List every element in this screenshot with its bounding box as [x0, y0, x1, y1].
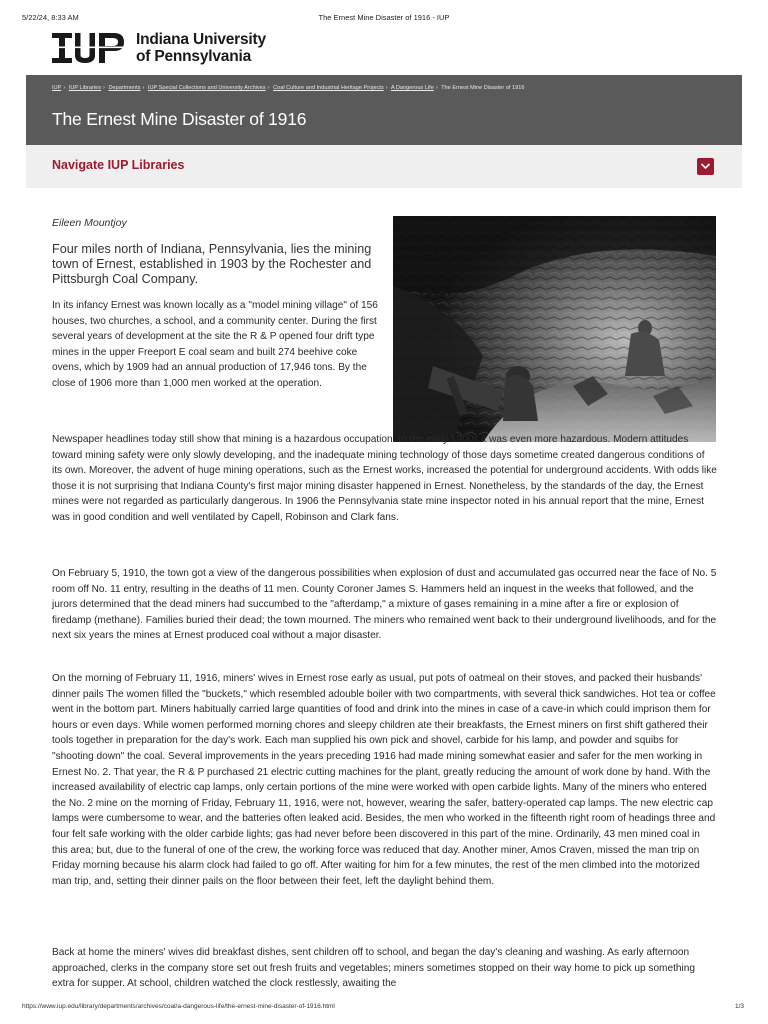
mine-photo	[393, 216, 716, 442]
article-paragraph-5: Back at home the miners' wives did breakfast dishes, sent children off to school, and began the day's cleaning and washing. As early afternoon approached, clerks in the company store set out fresh fruits and vegetables; miners sometimes stopped on their way home to pick up something extra for supper. At school, children watched the clock restlessly, awaiting the	[52, 947, 695, 990]
print-url: https://www.iup.edu/library/departments/archives/coal/a-dangerous-life/the-ernest-mine-disaster-of-1916.html	[22, 1003, 335, 1010]
article-paragraph-2: Newspaper headlines today still show that mining is a hazardous occupation. In the early 1900s it was even more hazardous. Modern attitudes toward mining safety were only slowly developing, and the inadequate mining technology of those days sometime created dangerous conditions of its own. Moreover, the advent of huge mining operations, such as the Ernest works, increased the potential for underground accidents. With odds like those it is not surprising that Indiana County's first major mining disaster happened in Ernest. Nonetheless, by the standards of the day, the Ernest mines were not regarded as particularly dangerous. In 1906 the Pennsylvania state mine inspector noted in his annual report that the mine, Ernest was in good condition and well ventilated by Capell, Robinson and Clark fans.	[52, 434, 717, 523]
breadcrumb-item-coal-culture[interactable]: Coal Culture and Industrial Heritage Projects	[273, 85, 384, 91]
chevron-down-icon	[700, 162, 711, 171]
breadcrumb: IUP › IUP Libraries › Departments › IUP Special Collections and University Archives › Coal Culture and Industrial Heritage Projects › A Dangerous Life › The Ernest Mine Disaster of 1916	[52, 85, 525, 91]
page-banner	[26, 75, 742, 145]
breadcrumb-item-current: The Ernest Mine Disaster of 1916	[441, 85, 525, 91]
library-nav[interactable]	[26, 145, 742, 188]
breadcrumb-item-dangerous-life[interactable]: A Dangerous Life	[390, 85, 434, 91]
print-page-number: 1/3	[734, 1003, 744, 1010]
breadcrumb-item-libraries[interactable]: IUP Libraries	[68, 85, 101, 91]
library-nav-label[interactable]: Navigate IUP Libraries	[52, 158, 185, 172]
page-title: The Ernest Mine Disaster of 1916	[52, 109, 307, 129]
iup-logo-text	[136, 31, 266, 65]
iup-logo-mark	[52, 31, 128, 65]
library-nav-toggle-button[interactable]	[697, 158, 714, 175]
print-header	[0, 0, 768, 30]
article-paragraph-4: On the morning of February 11, 1916, miners' wives in Ernest rose early as usual, put pots of oatmeal on their stoves, and packed their husbands' dinner pails The women filled the "buckets," which resembled adouble boiler with two compartments, with several thick sandwiches. Hot tea or coffee went in the bottom part. Miners habitually carried large quantities of food and drink into the mines in case of a cave-in which could imprison them for hours or even days. While women performed morning chores and sleepy children ate their breakfasts, the Ernest miners on first shift gathered their tools together in preparation for the day's work. Each man supplied his own pick and shovel, carbide for his lamp, and powder and squibs for "shooting down" the coal. Several improvements in the years preceding 1916 had made mining somewhat easier and safer for the men working in Ernest No. 2. That year, the R & P purchased 21 electric cutting machines for the plant, greatly reducing the amount of work done by hand. With the increased availability of electric cap lamps, only certain portions of the mine were worked with open carbide lights. Many of the miners who entered the No. 2 mine on the morning of Friday, February 11, 1916, were not, however, wearing the safer, battery-operated cap lamps. The new electric cap lamps were cumbersome to wear, and the batteries often leaked acid. Besides, the men who worked in the fifteenth right room of headings three and four felt safe working with the older carbide lights; gas had never before been discovered in this part of the mine. Ordinarily, 43 men mined coal in this area; but, due to the funeral of one of the crew, the working force was reduced that day. Another miner, Amos Craven, missed the man trip on Friday morning because his alarm clock had failed to go off. After waiting for him for a few minutes, the rest of the men climbed into the motorized man trip, and, setting their dinner pails on the floor between their feet, left the daylight behind them.	[52, 673, 716, 887]
print-datetime: 5/22/24, 8:33 AM	[22, 13, 79, 22]
logo-line-2: of Pennsylvania	[136, 48, 252, 65]
breadcrumb-item-iup[interactable]: IUP	[52, 85, 62, 91]
article-lead: Four miles north of Indiana, Pennsylvania, lies the mining town of Ernest, established in 1903 by the Rochester and Pittsburgh Coal Company.	[52, 242, 372, 286]
print-page-title: The Ernest Mine Disaster of 1916 - IUP	[318, 13, 450, 22]
breadcrumb-item-departments[interactable]: Departments	[108, 85, 141, 91]
logo-line-1: Indiana University	[136, 31, 266, 48]
breadcrumb-item-special-collections[interactable]: IUP Special Collections and University Archives	[147, 85, 266, 91]
article-paragraph-1: In its infancy Ernest was known locally as a "model mining village" of 156 houses, two churches, a school, and a community center. During the first several years of development at the site the R & P opened four drift type mines in the upper Freeport E coal seam and built 274 beehive coke ovens, which by 1909 had an annual production of 17,946 tons. By the close of 1906 more than 1,000 men worked at the operation.	[52, 300, 378, 389]
article-author: Eileen Mountjoy	[52, 217, 127, 229]
iup-logo[interactable]	[52, 30, 266, 66]
article-paragraph-3: On February 5, 1910, the town got a view of the dangerous possibilities when explosion of dust and accumulated gas occurred near the face of No. 5 room off No. 11 entry, resulting in the deaths of 11 men. County Coroner James S. Hammers held an inquest in the weeks that followed, and the jurors determined that the dead miners had succumbed to the "afterdamp," a mixture of gases remaining in a mine after a fire or explosion of firedamp (methane). Families buried their dead; the town mourned. The miners who remained went back to their underground livelihoods, and for the next six years the mines at Ernest produced coal without a major disaster.	[52, 568, 717, 642]
